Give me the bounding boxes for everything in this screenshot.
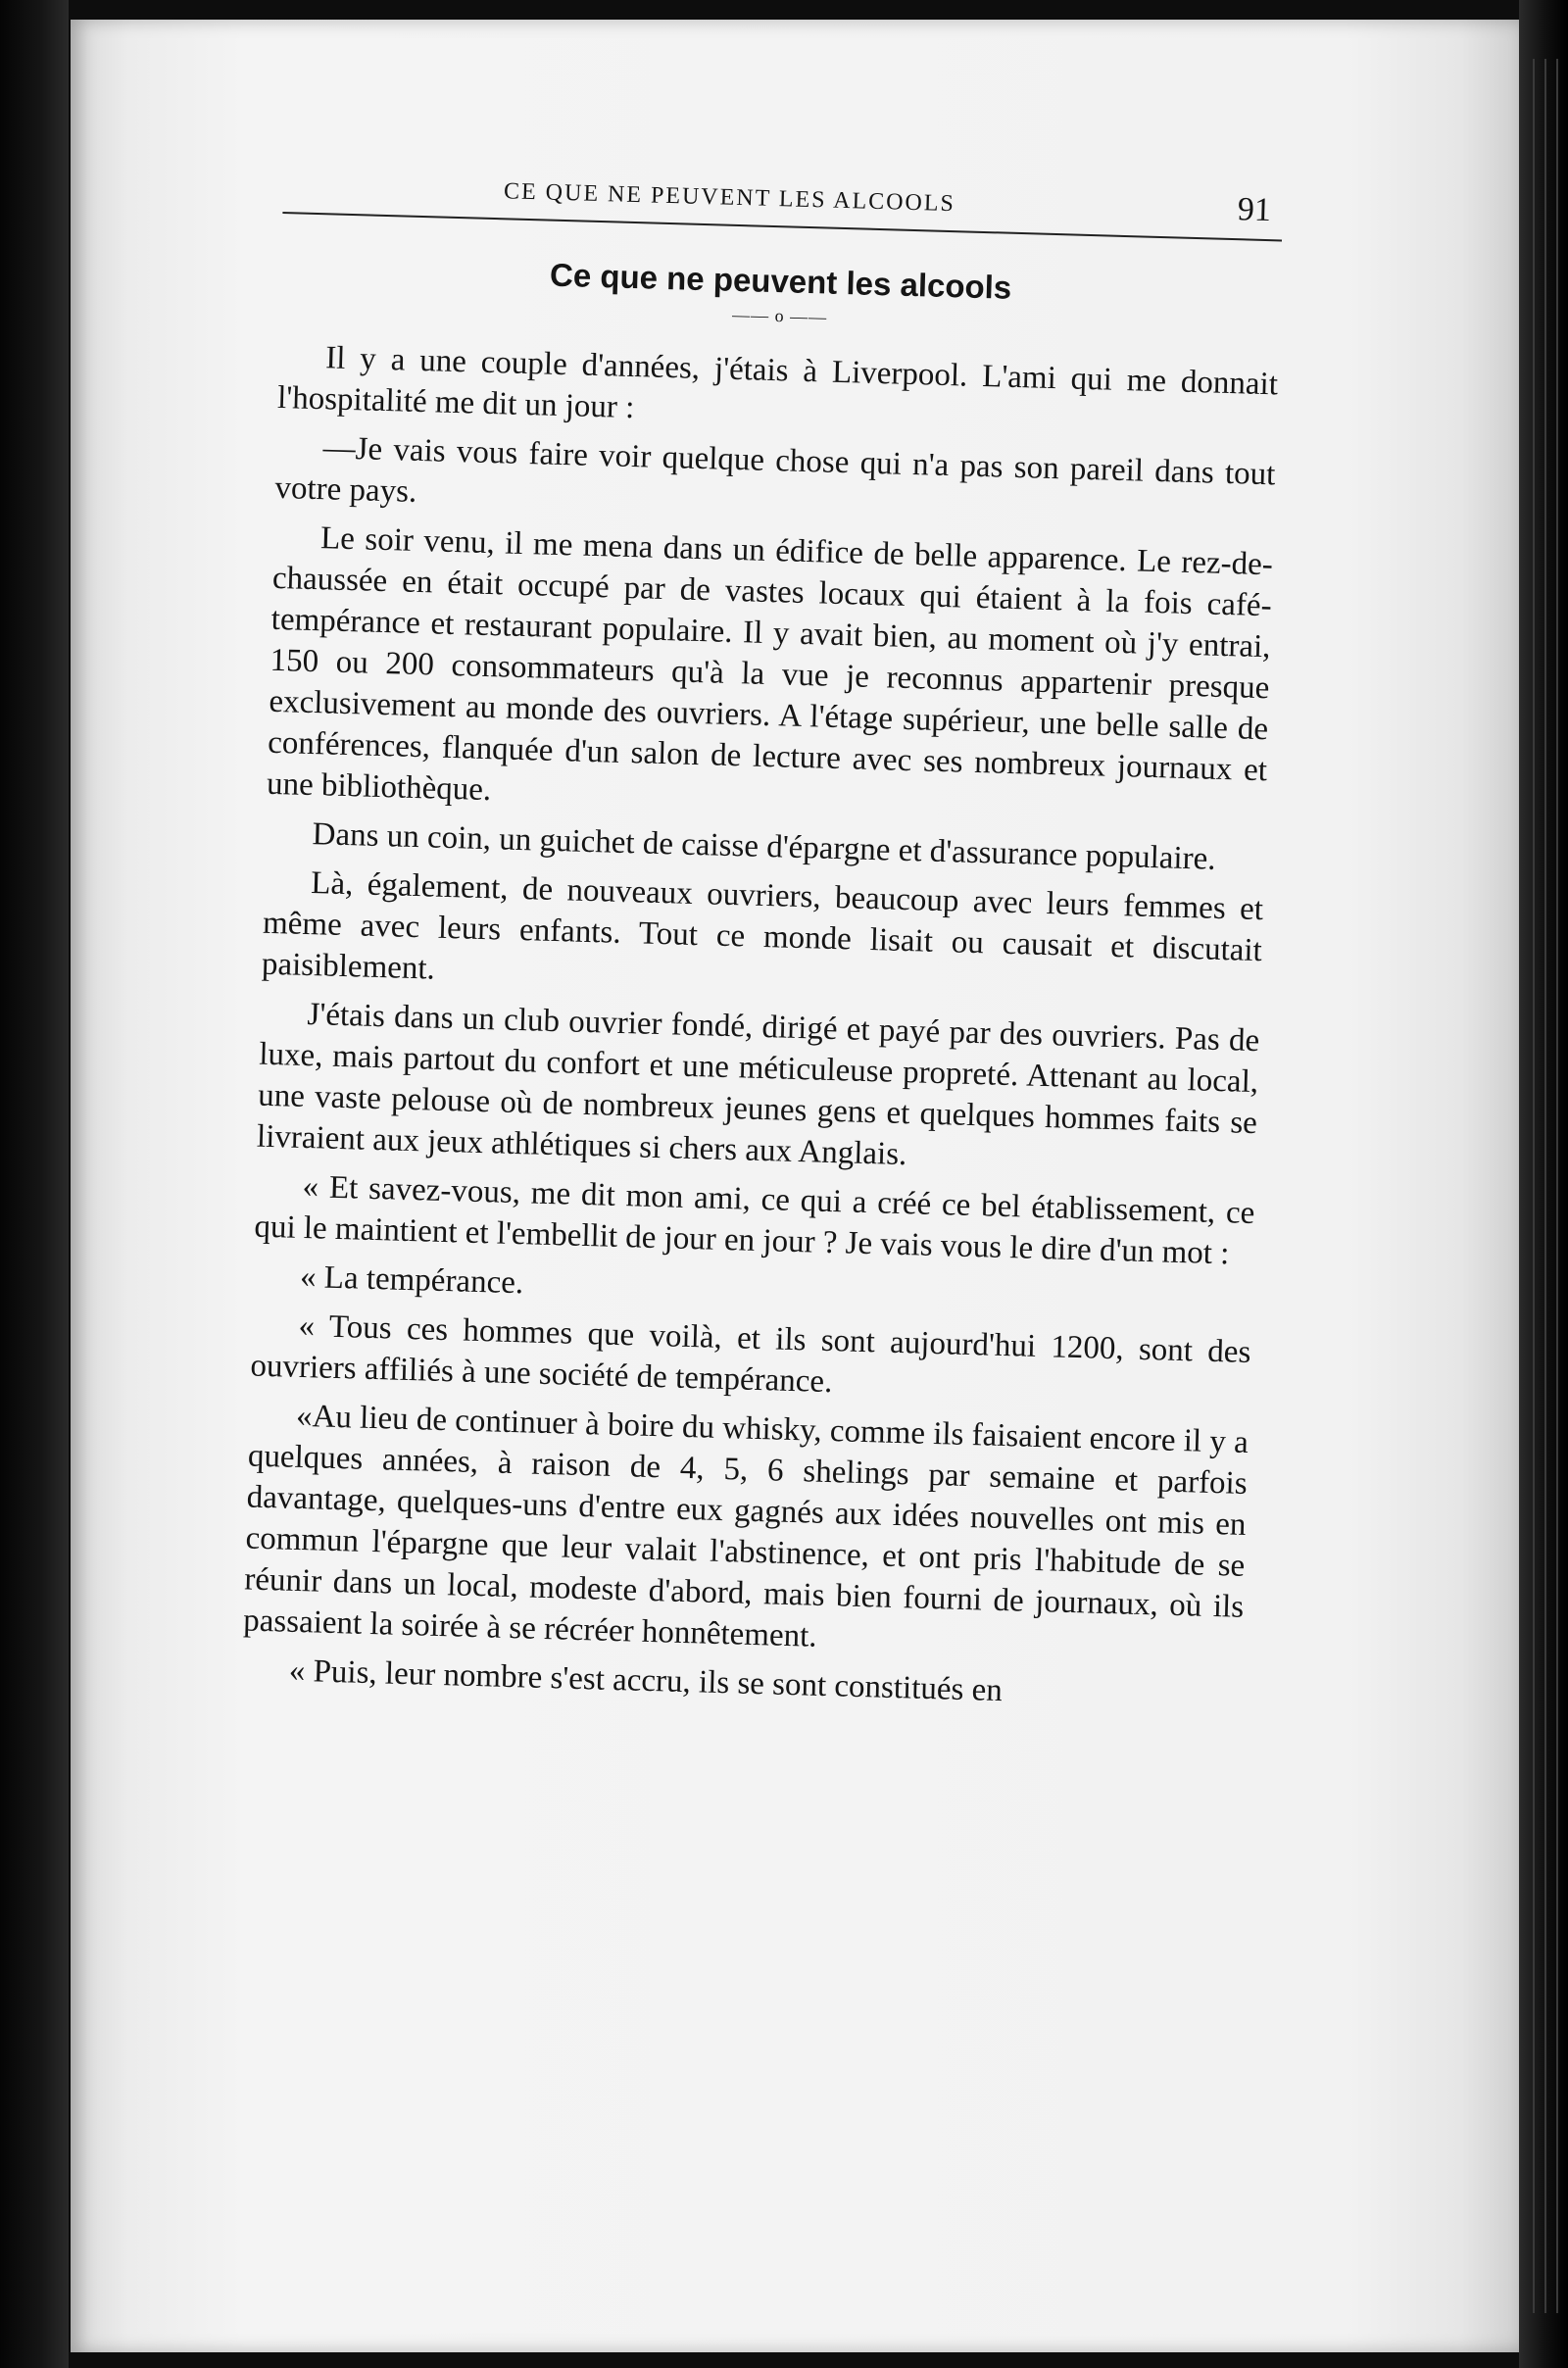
- paragraph: « Puis, leur nombre s'est accru, ils se sont constitués en: [288, 1653, 1004, 1709]
- paragraph: Dans un coin, un guichet de caisse d'épargne et d'assurance populaire.: [312, 816, 1216, 877]
- paragraph: Le soir venu, il me mena dans un édifice de belle apparence. Le rez-de-chaussée en était occupé par de vastes locaux qui étaient à la fois café-tempérance et restaurant populaire. Il y avait bien, au moment où j'y entrai, 150 ou 200 consommateurs qu'à la vue je reconnus appartenir presque exclusivement au monde des ouvriers. A l'étage supérieur, une belle salle de conférences, flanquée d'un salon de lecture avec ses nombreux journaux et une bibliothèque.: [266, 520, 1274, 809]
- paragraph: —Je vais vous faire voir quelque chose qui n'a pas son pareil dans tout votre pays.: [274, 430, 1276, 510]
- running-head-title: CE QUE NE PEUVENT LES ALCOOLS: [503, 178, 956, 218]
- title-ornament: —— o ——: [731, 304, 828, 327]
- page-number: 91: [1237, 191, 1272, 229]
- paragraph: « La tempérance.: [299, 1258, 524, 1302]
- paragraph: « Tous ces hommes que voilà, et ils sont aujourd'hui 1200, sont des ouvriers affiliés à une société de tempérance.: [250, 1307, 1251, 1401]
- paragraph: Là, également, de nouveaux ouvriers, beaucoup avec leurs femmes et même avec leurs enfants. Tout ce monde lisait ou causait et discutait paisiblement.: [261, 865, 1264, 987]
- article-title: Ce que ne peuvent les alcools: [549, 256, 1012, 306]
- page-text-block: [241, 157, 1284, 1726]
- book-edge: [1519, 0, 1568, 2368]
- paragraph: J'étais dans un club ouvrier fondé, dirigé et payé par des ouvriers. Pas de luxe, mais partout du confort et une méticuleuse propreté. Attenant au local, une vaste pelouse où de nombreux jeunes gens et quelques hommes faits se livraient aux jeux athlétiques si chers aux Anglais.: [256, 997, 1260, 1173]
- paragraph: « Et savez-vous, me dit mon ami, ce qui a créé ce bel établissement, ce qui le maintient et l'embellit de jour en jour ? Je vais vous le dire d'un mot :: [254, 1168, 1255, 1272]
- paragraph: «Au lieu de continuer à boire du whisky, comme ils faisaient encore il y a quelques années, à raison de 4, 5, 6 shelings par semaine et parfois davantage, quelques-uns d'entre eux gagnés aux idées nouvelles ont mis en commun l'épargne que leur valait l'abstinence, et ont pris l'habitude de se réunir dans un local, modeste d'abord, mais bien fourni de journaux, où ils passaient la soirée à se récréer honnêtement.: [242, 1398, 1250, 1654]
- paragraph: Il y a une couple d'années, j'étais à Liverpool. L'ami qui me donnait l'hospitalité me dit un jour :: [276, 340, 1279, 426]
- binding-gutter: [0, 0, 69, 2368]
